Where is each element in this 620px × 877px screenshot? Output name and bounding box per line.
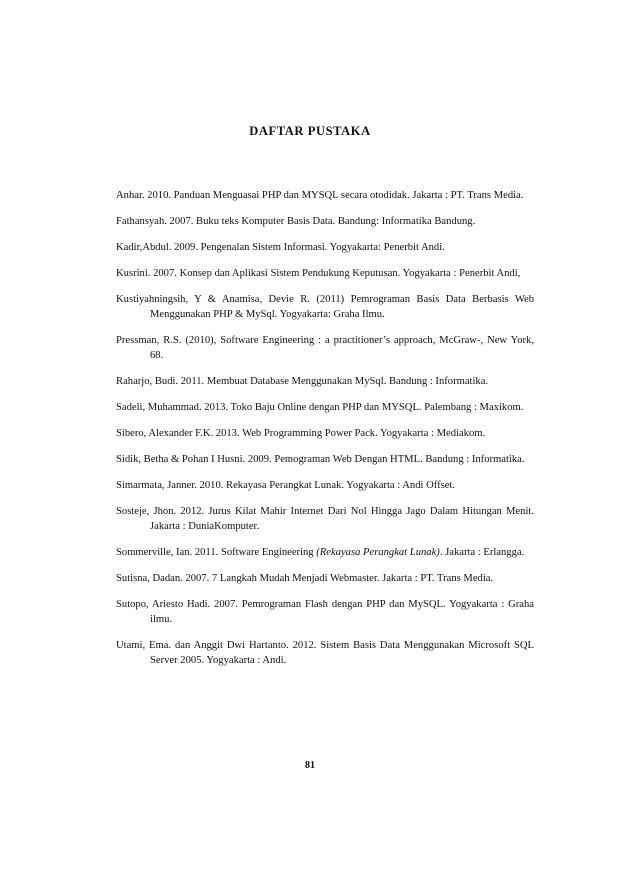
reference-item: Raharjo, Budi. 2011. Membuat Database Menggunakan MySql. Bandung : Informatika. (116, 376, 489, 387)
reference-item: Sutisna, Dadan. 2007. 7 Langkah Mudah Menjadi Webmaster. Jakarta : PT. Trans Media. (116, 573, 494, 584)
reference-item: Sosteje, Jhon. 2012. Jurus Kilat Mahir Internet Dari Nol Hingga Jago Dalam Hitungan Menit. Jakarta : DuniaKomputer. (116, 506, 534, 532)
reference-item: Sibero, Alexander F.K. 2013. Web Programming Power Pack. Yogyakarta : Mediakom. (116, 428, 486, 439)
reference-text: Sommerville, Ian. 2011. Software Engineering (116, 547, 317, 558)
reference-item: Kadir,Abdul. 2009. Pengenalan Sistem Informasi. Yogyakarta: Penerbit Andi. (116, 242, 445, 253)
reference-item (116, 545, 534, 560)
reference-item: Simarmata, Janner. 2010. Rekayasa Perangkat Lunak. Yogyakarta : Andi Offset. (116, 480, 456, 491)
reference-item: Sutopo, Ariesto Hadi. 2007. Pemrograman Flash dengan PHP dan MySQL. Yogyakarta : Graha ilmu. (116, 599, 534, 625)
reference-item: Sidik, Betha & Pohan I Husni. 2009. Pemograman Web Dengan HTML. Bandung : Informatika. (116, 454, 525, 465)
reference-list (116, 188, 534, 679)
reference-item: Anhar. 2010. Panduan Menguasai PHP dan MYSQL secara otodidak. Jakarta : PT. Trans Media. (116, 190, 524, 201)
reference-item: Kustiyahningsih, Y & Anamisa, Devie R. (2011) Pemrograman Basis Data Berbasis Web Menggunakan PHP & MySql. Yogyakarta: Graha Ilmu. (116, 294, 534, 320)
reference-item: Fathansyah. 2007. Buku teks Komputer Basis Data. Bandung: Informatika Bandung. (116, 216, 476, 227)
page-title: DAFTAR PUSTAKA (249, 124, 371, 138)
reference-italic-title: (Rekayasa Perangkat Lunak) (316, 547, 440, 558)
reference-item: Sadeli, Muhammad. 2013. Toko Baju Online dengan PHP dan MYSQL. Palembang : Maxikom. (116, 402, 524, 413)
reference-item: Pressman, R.S. (2010), Software Engineering : a practitioner’s approach, McGraw-, New York, 68. (116, 335, 534, 361)
page-number: 81 (305, 760, 315, 771)
reference-item: Utami, Ema. dan Anggit Dwi Hartanto. 2012. Sistem Basis Data Menggunakan Microsoft SQL Server 2005. Yogyakarta : Andi. (116, 640, 534, 666)
reference-item: Kusrini. 2007. Konsep dan Aplikasi Sistem Pendukung Keputusan. Yogyakarta : Penerbit Andi, (116, 268, 521, 279)
reference-text: . Jakarta : Erlangga. (439, 547, 525, 558)
